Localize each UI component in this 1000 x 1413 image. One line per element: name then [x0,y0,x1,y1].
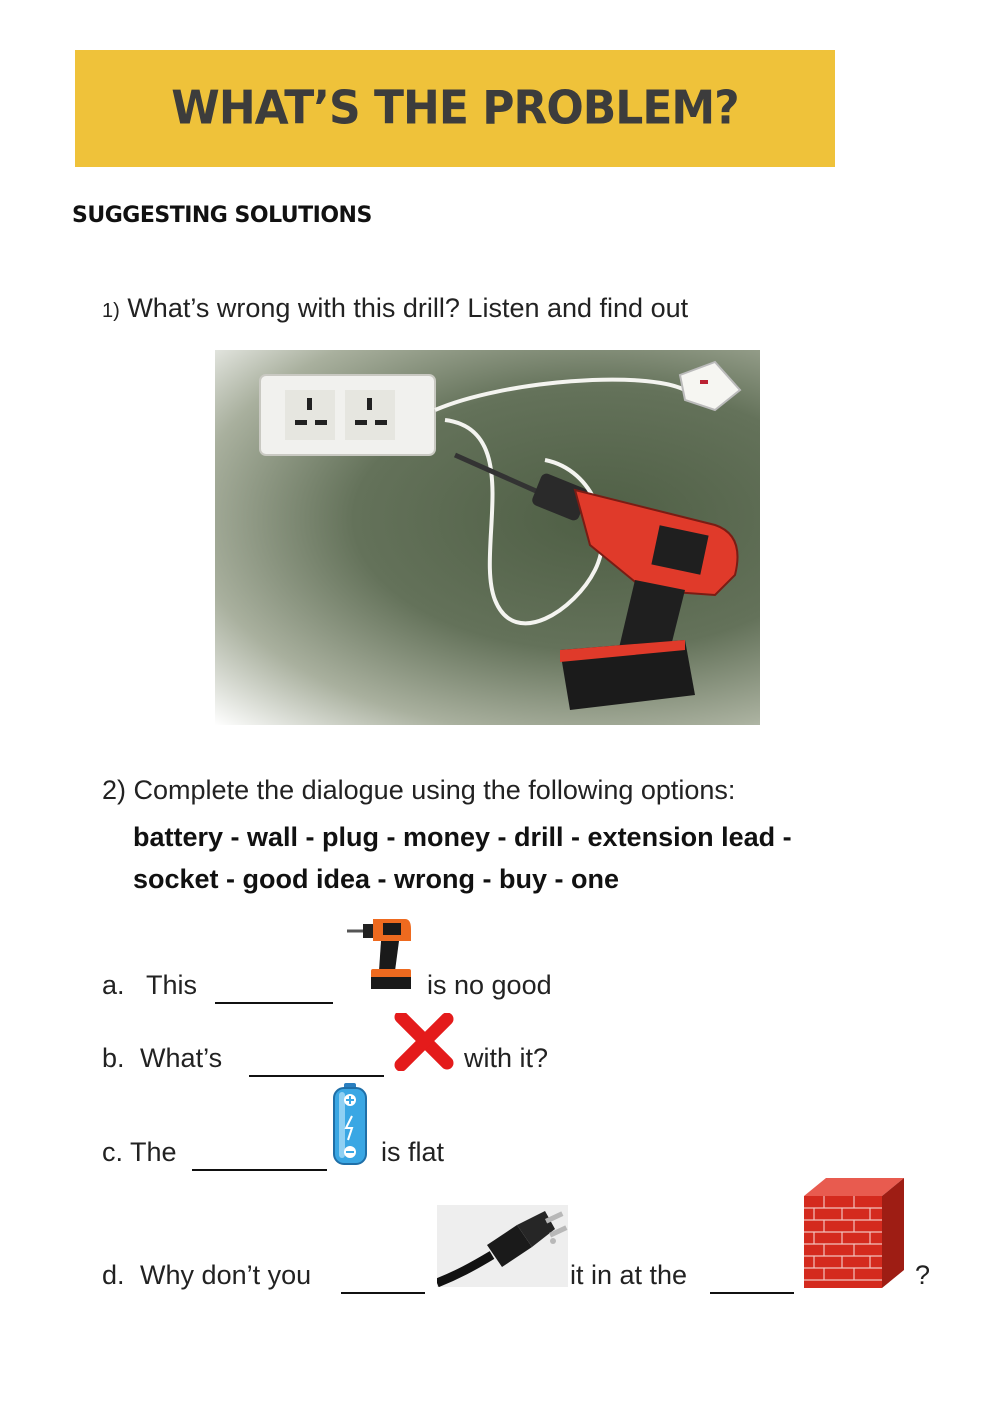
word-options [133,816,913,900]
blank-c[interactable] [192,1143,327,1171]
options-line-2: socket - good idea - wrong - buy - one [133,864,620,894]
blank-b[interactable] [249,1049,384,1077]
sentence-b [102,1043,222,1074]
sentence-a-before: This [146,970,198,1000]
brick-wall-icon [804,1178,904,1288]
question-2-text: Complete the dialogue using the following options: [133,775,736,805]
page-title: WHAT’S THE PROBLEM? [171,81,739,136]
battery-icon [331,1082,369,1167]
sentence-d [102,1260,311,1291]
blank-d-2[interactable] [710,1266,794,1294]
question-1-number: 1) [102,300,120,322]
sentence-a [102,970,197,1001]
sentence-b-before: What’s [140,1043,223,1073]
plug-icon [437,1205,568,1287]
blank-a[interactable] [215,976,333,1004]
sentence-d-middle: it in at the [570,1260,688,1290]
question-1-text: What’s wrong with this drill? Listen and find out [127,293,689,323]
title-banner [75,50,835,167]
sentence-a-label: a. [102,970,125,1000]
sentence-c-label: c. [102,1137,124,1167]
sentence-c-before: The [130,1137,177,1167]
sentence-d-label: d. [102,1260,125,1290]
sentence-d-before: Why don’t you [140,1260,312,1290]
options-line-1: battery - wall - plug - money - drill - extension lead - [133,822,792,852]
question-2-number: 2) [102,775,127,805]
blank-d-1[interactable] [341,1266,425,1294]
red-cross-icon [393,1013,455,1071]
question-1 [102,293,688,324]
section-subtitle: SUGGESTING SOLUTIONS [72,203,372,228]
question-2 [102,775,735,806]
sentence-c-after: is flat [381,1137,445,1167]
drill-icon [345,913,415,993]
sentence-d-end: ? [915,1260,931,1290]
sentence-b-after: with it? [464,1043,549,1073]
sentence-c [102,1137,177,1168]
drill-and-extension-lead-photo [215,350,760,725]
sentence-a-after: is no good [427,970,552,1000]
sentence-b-label: b. [102,1043,125,1073]
